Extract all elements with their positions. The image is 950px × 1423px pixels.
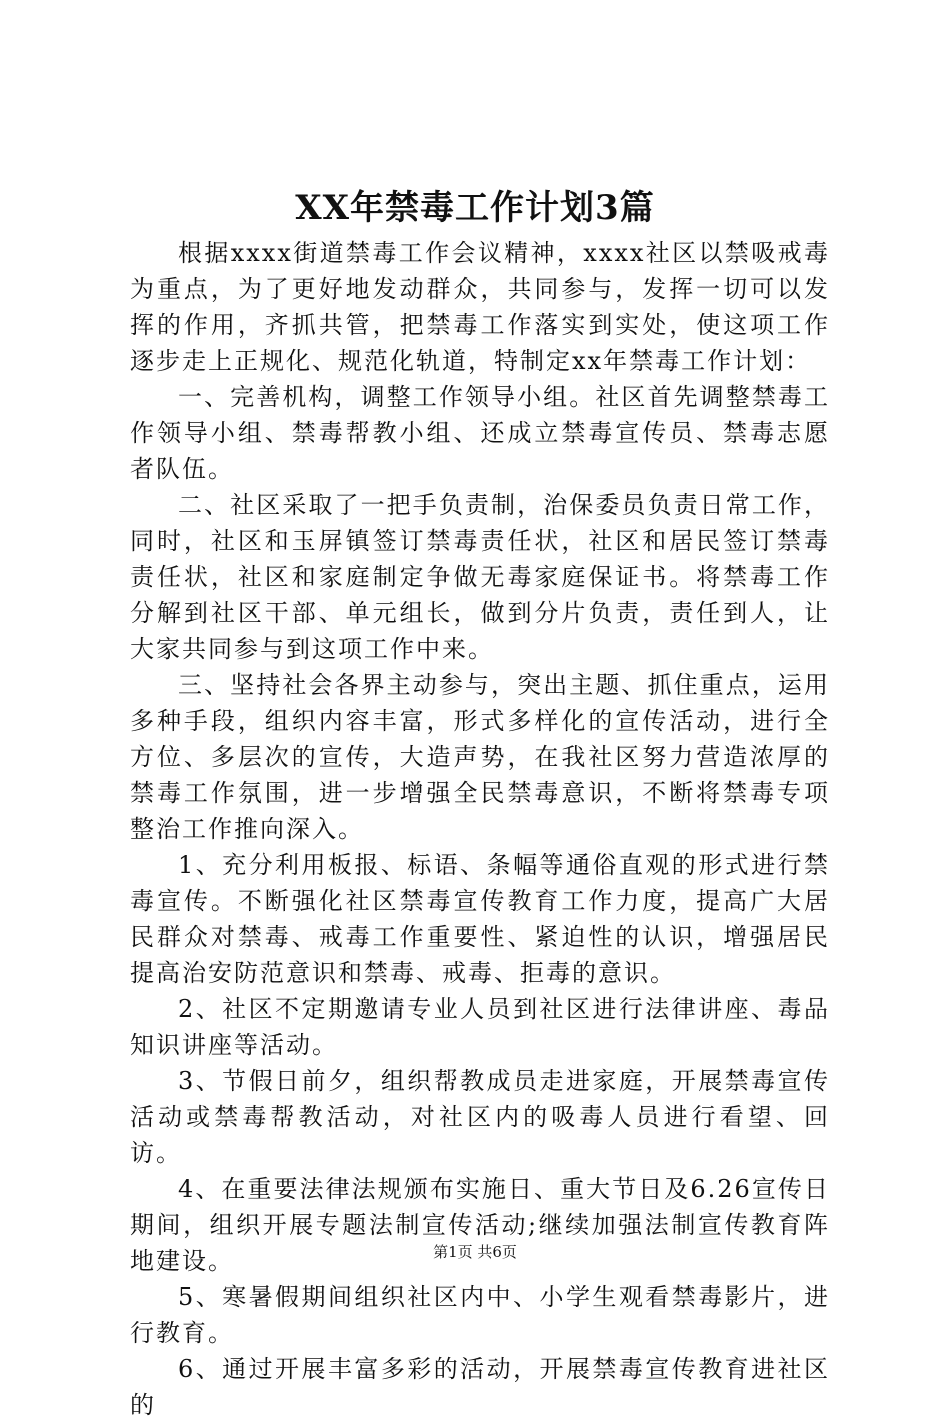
document-title: XX年禁毒工作计划3篇: [295, 188, 655, 228]
paragraph-item-1: 1、充分利用板报、标语、条幅等通俗直观的形式进行禁毒宣传。不断强化社区禁毒宣传教育工作力度，提高广大居民群众对禁毒、戒毒工作重要性、紧迫性的认识，增强居民提高治安防范意识和禁毒、戒毒、拒毒的意识。: [130, 851, 830, 987]
paragraph-item-6: 6、通过开展丰富多彩的活动，开展禁毒宣传教育进社区的: [130, 1355, 830, 1419]
paragraph-item-5: 5、寒暑假期间组织社区内中、小学生观看禁毒影片，进行教育。: [130, 1283, 830, 1347]
paragraph-section-2: 二、社区采取了一把手负责制，治保委员负责日常工作，同时，社区和玉屏镇签订禁毒责任状，社区和居民签订禁毒责任状，社区和家庭制定争做无毒家庭保证书。将禁毒工作分解到社区干部、单元组长，做到分片负责，责任到人，让大家共同参与到这项工作中来。: [130, 491, 830, 663]
paragraph-intro: 根据xxxx街道禁毒工作会议精神，xxxx社区以禁吸戒毒为重点，为了更好地发动群众，共同参与，发挥一切可以发挥的作用，齐抓共管，把禁毒工作落实到实处，使这项工作逐步走上正规化、规范化轨道，特制定xx年禁毒工作计划：: [130, 239, 830, 375]
paragraph-item-3: 3、节假日前夕，组织帮教成员走进家庭，开展禁毒宣传活动或禁毒帮教活动，对社区内的吸毒人员进行看望、回访。: [130, 1067, 830, 1167]
page-footer: 第1页 共6页: [433, 1243, 517, 1261]
paragraph-item-4: 4、在重要法律法规颁布实施日、重大节日及6.26宣传日期间，组织开展专题法制宣传活动;继续加强法制宣传教育阵地建设。: [130, 1175, 830, 1275]
paragraph-item-2: 2、社区不定期邀请专业人员到社区进行法律讲座、毒品知识讲座等活动。: [130, 995, 830, 1059]
paragraph-section-1: 一、完善机构，调整工作领导小组。社区首先调整禁毒工作领导小组、禁毒帮教小组、还成立禁毒宣传员、禁毒志愿者队伍。: [130, 383, 830, 483]
paragraph-section-3: 三、坚持社会各界主动参与，突出主题、抓住重点，运用多种手段，组织内容丰富，形式多样化的宣传活动，进行全方位、多层次的宣传，大造声势，在我社区努力营造浓厚的禁毒工作氛围，进一步增强全民禁毒意识，不断将禁毒专项整治工作推向深入。: [130, 671, 830, 843]
